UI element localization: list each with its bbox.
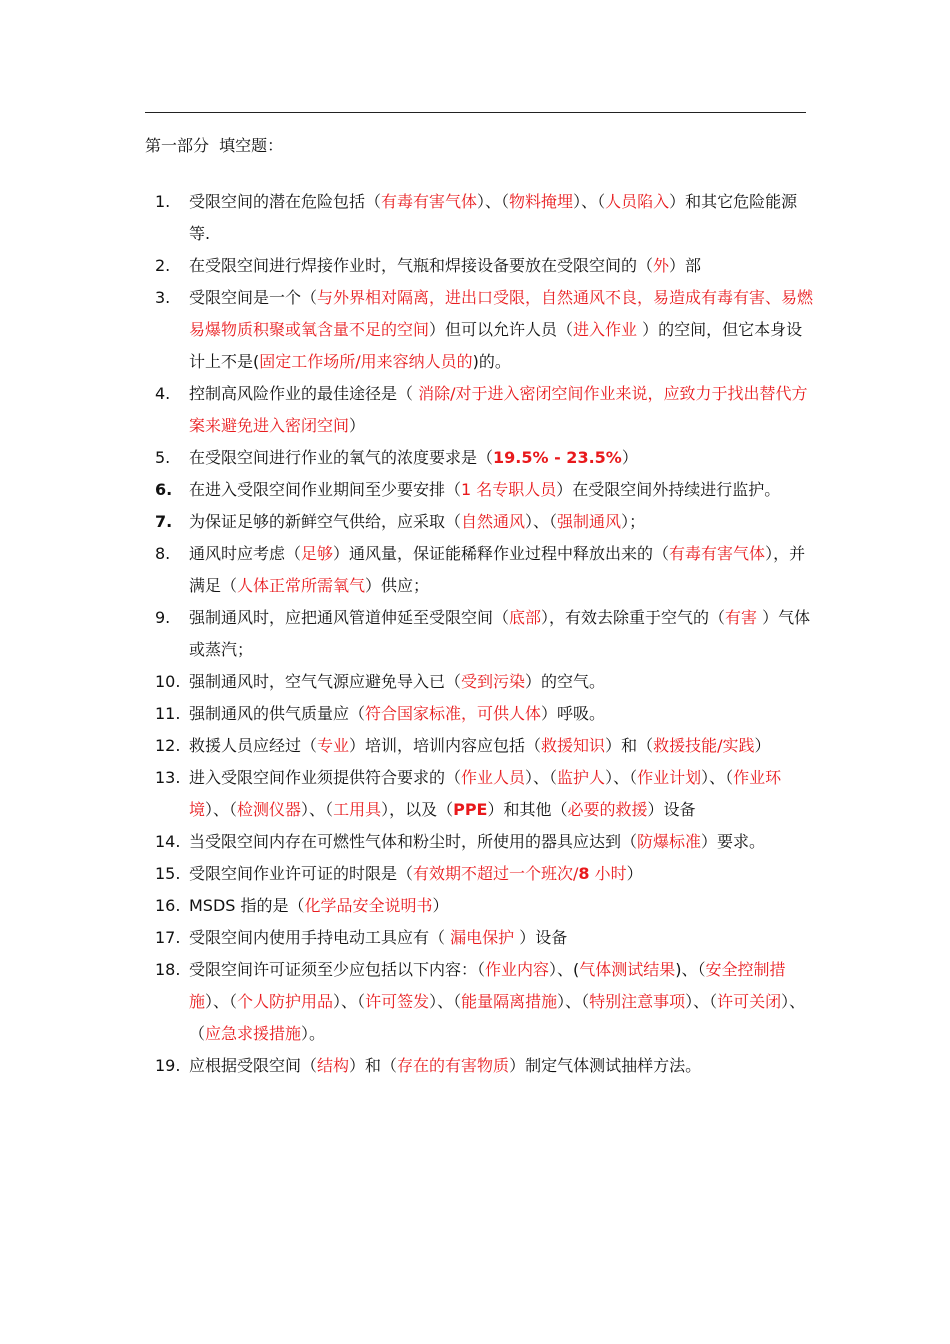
question-text: ）和其它危险能源等.	[189, 192, 798, 243]
answer-text: 外	[653, 256, 670, 275]
question-number: 11.	[155, 704, 181, 723]
question-number: 8.	[155, 544, 171, 563]
question-number: 7.	[155, 512, 173, 531]
answer-text: 必要的救援	[567, 800, 648, 819]
answer-text: 救援知识	[541, 736, 606, 755]
header-rule	[145, 112, 806, 113]
question-text: 受限空间许可证须至少应包括以下内容：（	[189, 960, 486, 979]
question-number: 2.	[155, 256, 171, 275]
question-text: ）、（	[205, 800, 238, 819]
question-text: 强制通风的供气质量应（	[189, 704, 366, 723]
question-text: ）；	[621, 512, 646, 531]
answer-text: 人员陷入	[605, 192, 670, 211]
answer-text: 进入作业	[573, 320, 638, 339]
question-number: 6.	[155, 480, 173, 499]
question-number: 9.	[155, 608, 171, 627]
question-text: ）、（	[605, 768, 638, 787]
answer-text: 有害	[725, 608, 758, 627]
question-item	[145, 666, 815, 698]
answer-text: 受到污染	[461, 672, 526, 691]
answer-text: 足够	[301, 544, 334, 563]
question-text: )的。	[472, 352, 511, 371]
answer-text: 有毒有害气体	[381, 192, 478, 211]
question-text: ）、（	[701, 768, 734, 787]
question-item	[145, 698, 815, 730]
answer-text: 作业环境	[189, 768, 782, 819]
question-item	[145, 922, 815, 954]
answer-text: 19.5% - 23.5%	[493, 448, 622, 467]
question-item	[145, 378, 815, 442]
answer-text: 防爆标准	[637, 832, 702, 851]
question-text: 受限空间作业许可证的时限是（	[189, 864, 414, 883]
question-number: 5.	[155, 448, 171, 467]
question-text: ）设备	[647, 800, 696, 819]
question-text: ）	[626, 864, 643, 883]
question-text: ）呼吸。	[541, 704, 606, 723]
answer-text: 小时	[589, 864, 627, 883]
question-text: 为保证足够的新鲜空气供给，应采取（	[189, 512, 462, 531]
answer-text: 检测仪器	[237, 800, 302, 819]
question-text: ）通风量，保证能稀释作业过程中释放出来的（	[333, 544, 670, 563]
answer-text: 符合国家标准，可供人体	[365, 704, 542, 723]
answer-text: 专业	[317, 736, 350, 755]
question-item	[145, 186, 815, 250]
question-text: ），以及（	[381, 800, 454, 819]
question-text: ）、（	[557, 992, 590, 1011]
answer-text: 结构	[317, 1056, 350, 1075]
question-text: 通风时应考虑（	[189, 544, 302, 563]
question-text: ）和（	[349, 1056, 398, 1075]
question-text: ）在受限空间外持续进行监护。	[556, 480, 781, 499]
question-text: ）的空间，但它本身设计上不是(	[189, 320, 803, 371]
answer-text: 强制通风	[557, 512, 622, 531]
question-text: ）培训，培训内容应包括（	[349, 736, 542, 755]
question-text: ）部	[669, 256, 702, 275]
question-item	[145, 954, 815, 1050]
question-text: ）、（	[205, 992, 238, 1011]
question-text: )、（	[675, 960, 706, 979]
question-text: ）制定气体测试抽样方法。	[509, 1056, 702, 1075]
question-item	[145, 858, 815, 890]
question-text: ）	[754, 736, 771, 755]
answer-text: 人体正常所需氧气	[237, 576, 366, 595]
answer-text: 固定工作场所/用来容纳人员的	[259, 352, 473, 371]
question-number: 3.	[155, 288, 171, 307]
answer-text: 安全控制措施	[189, 960, 786, 1011]
answer-text: 有效期不超过一个班次/	[413, 864, 579, 883]
answer-text: PPE	[453, 800, 488, 819]
question-text: ）、(	[549, 960, 580, 979]
question-item	[145, 442, 815, 474]
question-number: 1.	[155, 192, 171, 211]
question-text: ）设备	[514, 928, 568, 947]
question-text: 强制通风时，空气气源应避免导入已（	[189, 672, 462, 691]
question-text: ）。	[301, 1024, 326, 1043]
question-item	[145, 282, 815, 378]
answer-text: 工用具	[333, 800, 382, 819]
question-text: ）、（	[189, 992, 806, 1043]
answer-text: 作业人员	[461, 768, 526, 787]
question-text: 强制通风时，应把通风管道伸延至受限空间（	[189, 608, 510, 627]
question-number: 16.	[155, 896, 181, 915]
question-text: 当受限空间内存在可燃性气体和粉尘时，所使用的器具应达到（	[189, 832, 638, 851]
answer-text: 存在的有害物质	[397, 1056, 510, 1075]
question-text: ）和其他（	[487, 800, 568, 819]
answer-text: 作业内容	[485, 960, 550, 979]
question-number: 15.	[155, 864, 181, 883]
answer-text: 漏电保护	[450, 928, 515, 947]
question-text: 在受限空间进行作业的氧气的浓度要求是（	[189, 448, 494, 467]
question-text: ）气体或蒸汽；	[189, 608, 811, 659]
question-item	[145, 730, 815, 762]
question-item	[145, 506, 815, 538]
answer-text: 有毒有害气体	[669, 544, 766, 563]
question-item	[145, 762, 815, 826]
question-text: ），并满足（	[189, 544, 806, 595]
question-number: 17.	[155, 928, 181, 947]
question-item	[145, 602, 815, 666]
question-text: ）供应；	[365, 576, 430, 595]
answer-text: 个人防护用品	[237, 992, 334, 1011]
question-item	[145, 538, 815, 602]
question-number: 4.	[155, 384, 171, 403]
question-text: 在受限空间进行焊接作业时，气瓶和焊接设备要放在受限空间的（	[189, 256, 654, 275]
question-text: 受限空间是一个（	[189, 288, 318, 307]
question-text: ）、（	[573, 192, 606, 211]
answer-text: 应急求援措施	[205, 1024, 302, 1043]
section-heading: 第一部分 填空题：	[145, 136, 284, 155]
question-text: ）的空气。	[525, 672, 606, 691]
answer-text: 作业计划	[637, 768, 702, 787]
question-number: 18.	[155, 960, 181, 979]
question-text: ）和（	[605, 736, 654, 755]
answer-text: 底部	[509, 608, 542, 627]
answer-text: 与外界相对隔离，进出口受限，自然通风不良，易造成有毒有害、易燃易爆物质积聚或氧含量不足的空间	[189, 288, 814, 339]
answer-text: 1 名专职人员	[461, 480, 557, 499]
answer-text: 物料掩埋	[509, 192, 574, 211]
question-text: ）要求。	[701, 832, 766, 851]
answer-text: 许可关闭	[717, 992, 782, 1011]
question-list	[145, 186, 815, 1082]
answer-text: 消除/对于进入密闭空间作业来说，应致力于找出替代方案来避免进入密闭空间	[189, 384, 808, 435]
answer-text: 救援技能/实践	[653, 736, 755, 755]
question-text: ）、（	[525, 768, 558, 787]
question-text: ）、（	[301, 800, 334, 819]
question-number: 12.	[155, 736, 181, 755]
question-text: ），有效去除重于空气的（	[541, 608, 726, 627]
question-number: 10.	[155, 672, 181, 691]
answer-text: 化学品安全说明书	[304, 896, 433, 915]
question-number: 19.	[155, 1056, 181, 1075]
question-text: 在进入受限空间作业期间至少要安排（	[189, 480, 462, 499]
answer-text: 自然通风	[461, 512, 526, 531]
question-text: ）	[621, 448, 638, 467]
question-text: ）	[432, 896, 449, 915]
question-number: 14.	[155, 832, 181, 851]
question-text: ）、（	[525, 512, 558, 531]
question-text: ）、（	[477, 192, 510, 211]
question-text: 控制高风险作业的最佳途径是（	[189, 384, 419, 403]
answer-text: 能量隔离措施	[461, 992, 558, 1011]
question-item	[145, 826, 815, 858]
question-item	[145, 250, 815, 282]
question-text: 进入受限空间作业须提供符合要求的（	[189, 768, 462, 787]
question-text: ）但可以允许人员（	[429, 320, 574, 339]
answer-text: 许可签发	[365, 992, 430, 1011]
answer-text: 监护人	[557, 768, 606, 787]
question-text: ）、（	[685, 992, 718, 1011]
question-item	[145, 1050, 815, 1082]
question-text: 受限空间的潜在危险包括（	[189, 192, 382, 211]
question-item	[145, 474, 815, 506]
question-text: 救援人员应经过（	[189, 736, 318, 755]
question-item	[145, 890, 815, 922]
question-text: MSDS 指的是（	[189, 896, 305, 915]
answer-text: 8	[578, 864, 590, 883]
question-number: 13.	[155, 768, 181, 787]
question-text: ）	[349, 416, 366, 435]
question-text: ）、（	[429, 992, 462, 1011]
answer-text: 气体测试结果	[579, 960, 676, 979]
question-text: ）、（	[333, 992, 366, 1011]
question-text: 应根据受限空间（	[189, 1056, 318, 1075]
answer-text: 特别注意事项	[589, 992, 686, 1011]
question-text: 受限空间内使用手持电动工具应有（	[189, 928, 451, 947]
